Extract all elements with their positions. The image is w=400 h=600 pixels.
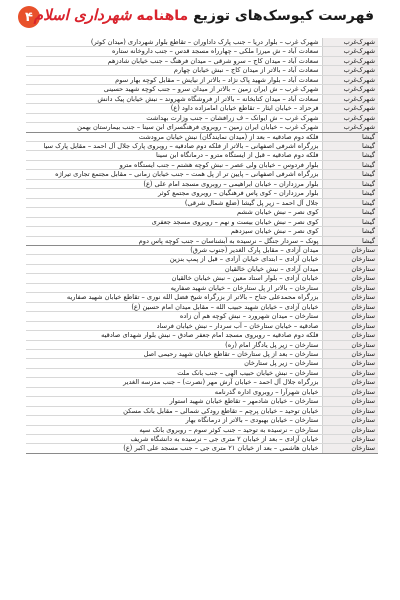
address-cell: خیابان آزادی – خیابان شهید حبیب الله – مقابل میدان امام حسین (ع) <box>26 302 322 311</box>
address-cell: ستارخان – نرسیده به توحید – جنب کوثر سوم – روبروی بانک سپه <box>26 425 322 434</box>
region-cell: ستارخان <box>322 340 378 349</box>
address-cell: سعادت آباد – ش میرزا ملکی – چهارراه مسجد قدس – جنب داروخانه ستاره <box>26 47 322 56</box>
table-row <box>26 331 378 340</box>
page-number-badge: ۴ <box>18 6 40 28</box>
region-cell: گیشا <box>322 179 378 188</box>
address-cell: بزرگراه اشرفی اصفهانی – پایین تر از پل همت – جنب خیابان زمانی – مقابل مجتمع تجاری تیراژه <box>26 170 322 179</box>
region-cell: شهرک‌غرب <box>322 56 378 65</box>
region-cell: شهرک‌غرب <box>322 47 378 56</box>
region-cell: شهرک‌غرب <box>322 113 378 122</box>
address-cell: شهرک غرب – بلوار دریا – جنب پارک داداوران – تقاطع بلوار شهرداری (میدان کوثر) <box>26 38 322 47</box>
address-cell: فلکه دوم صادقیه – روبروی مسجد امام جعفر صادق – نبش بلوار شهدای صادقیه <box>26 331 322 340</box>
region-cell: گیشا <box>322 151 378 160</box>
table-row <box>26 151 378 160</box>
kiosk-table <box>26 38 378 454</box>
region-cell: ستارخان <box>322 264 378 273</box>
kiosk-table-wrapper <box>26 38 378 454</box>
title-highlight: ماهنامه <box>136 8 189 24</box>
table-row <box>26 85 378 94</box>
header <box>0 0 400 34</box>
region-cell: شهرک‌غرب <box>322 85 378 94</box>
region-cell: گیشا <box>322 217 378 226</box>
region-cell: گیشا <box>322 132 378 141</box>
region-cell: ستارخان <box>322 416 378 425</box>
table-row <box>26 406 378 415</box>
region-cell: ستارخان <box>322 312 378 321</box>
table-row <box>26 198 378 207</box>
region-cell: گیشا <box>322 170 378 179</box>
table-row <box>26 425 378 434</box>
address-cell: فلکه دوم صادقیه – بعد از (میدان نمایندگان) نبش خیابان مرودشت <box>26 132 322 141</box>
table-row <box>26 94 378 103</box>
address-cell: شهرک غرب – خیابان ایران زمین – روبروی فرهنگسرای ابن سینا – جنب بیمارستان بهمن <box>26 123 322 132</box>
region-cell: ستارخان <box>322 331 378 340</box>
table-row <box>26 302 378 311</box>
region-cell: شهرک‌غرب <box>322 123 378 132</box>
table-row <box>26 160 378 169</box>
region-cell: ستارخان <box>322 302 378 311</box>
region-cell: ستارخان <box>322 378 378 387</box>
region-cell: گیشا <box>322 236 378 245</box>
address-cell: شهرک غرب – ش ایران زمین – بالاتر از میدان سرو – جنب کوچه شهید حسینی <box>26 85 322 94</box>
address-cell: سعادت آباد – بلوار شهید پاک نژاد – بالاتر از نیایش – مقابل کوچه بهار سوم <box>26 75 322 84</box>
magazine-logo: شهرداری اسلام <box>33 6 132 24</box>
table-row <box>26 75 378 84</box>
address-cell: صادقیه – خیابان ستارخان – آب سردار – نبش خیابان فرساد <box>26 321 322 330</box>
address-cell: شهرک غرب – ش ایوانک – ف زرافشان – جنب وزارت بهداشت <box>26 113 322 122</box>
table-row <box>26 435 378 444</box>
table-row <box>26 397 378 406</box>
address-cell: کوی نصر – نبش خیابان بیست و نهم – روبروی مسجد جعفری <box>26 217 322 226</box>
address-cell: سعادت آباد – بالاتر از میدان کاج – نبش خیابان چهارم <box>26 66 322 75</box>
table-row <box>26 349 378 358</box>
address-cell: خیابان آزادی – بلوار استاد معین – نبش خیابان خالقیان <box>26 274 322 283</box>
address-cell: بزرگراه اشرفی اصفهانی – بالاتر از فلکه دوم صادقیه – روبروی پارک جلال آل احمد – مقابل پارک سیا <box>26 141 322 150</box>
address-cell: فلکه دوم صادقیه – قبل از ایستگاه مترو – درمانگاه ابن سینا <box>26 151 322 160</box>
table-row <box>26 368 378 377</box>
table-row <box>26 104 378 113</box>
table-row <box>26 170 378 179</box>
region-cell: ستارخان <box>322 387 378 396</box>
region-cell: ستارخان <box>322 321 378 330</box>
table-row <box>26 283 378 292</box>
address-cell: ستارخان – بالاتر از پل ستارخان – خیابان شهید صفاریه <box>26 283 322 292</box>
table-row <box>26 38 378 47</box>
table-row <box>26 293 378 302</box>
address-cell: خیابان آزادی – بعد از خیابان ۲ متری جی – نرسیده به دانشگاه شریف <box>26 435 322 444</box>
table-row <box>26 47 378 56</box>
address-cell: کوی نصر – نبش خیابان ششم <box>26 208 322 217</box>
region-cell: ستارخان <box>322 274 378 283</box>
address-cell: خیابان توحید – خیابان پرچم – تقاطع رودکی شمالی – مقابل بانک مسکن <box>26 406 322 415</box>
address-cell: خیابان هاشمی – بعد از خیابان ۲۱ متری جی – جنب مسجد علی اکبر (ع) <box>26 444 322 453</box>
address-cell: جلال آل احمد – زیر پل گیشا (ضلع شمال شرقی) <box>26 198 322 207</box>
region-cell: ستارخان <box>322 245 378 254</box>
region-cell: ستارخان <box>322 397 378 406</box>
address-cell: ستارخان – بعد از پل ستارخان – تقاطع خیابان شهید رحیمی اصل <box>26 349 322 358</box>
region-cell: گیشا <box>322 198 378 207</box>
table-row <box>26 56 378 65</box>
region-cell: شهرک‌غرب <box>322 75 378 84</box>
kiosk-table-body <box>26 38 378 453</box>
address-cell: سعادت آباد – میدان کاج – سرو شرقی – میدان فرهنگ – جنب خیابان شادزهم <box>26 56 322 65</box>
region-cell: ستارخان <box>322 425 378 434</box>
table-row <box>26 132 378 141</box>
table-row <box>26 378 378 387</box>
address-cell: ستارخان – نبش خیابان حبیب الهی – جنب بانک ملت <box>26 368 322 377</box>
address-cell: بزرگراه محمدعلی جناح – بالاتر از بزرگراه شیخ فضل الله نوری – تقاطع خیابان شهید صفاریه <box>26 293 322 302</box>
address-cell: ستارخان – زیر پل یادگار امام (ره) <box>26 340 322 349</box>
table-row <box>26 179 378 188</box>
table-row <box>26 236 378 245</box>
region-cell: گیشا <box>322 227 378 236</box>
region-cell: شهرک‌غرب <box>322 66 378 75</box>
table-row <box>26 217 378 226</box>
table-row <box>26 387 378 396</box>
region-cell: گیشا <box>322 141 378 150</box>
address-cell: ستارخان – خیابان شادمهر – تقاطع خیابان شهید استوار <box>26 397 322 406</box>
table-row <box>26 245 378 254</box>
table-row <box>26 312 378 321</box>
table-row <box>26 416 378 425</box>
address-cell: سعادت آباد – میدان کتابخانه – بالاتر از فروشگاه شهروند – نبش خیابان پیک دانش <box>26 94 322 103</box>
table-row <box>26 66 378 75</box>
region-cell: گیشا <box>322 160 378 169</box>
table-row <box>26 189 378 198</box>
region-cell: ستارخان <box>322 349 378 358</box>
address-cell: میدان آزادی – نبش خیابان خالقیان <box>26 264 322 273</box>
title-prefix: فهرست کیوسک‌های توزیع <box>193 8 374 24</box>
table-row <box>26 227 378 236</box>
address-cell: کوی نصر – نبش خیابان سیزدهم <box>26 227 322 236</box>
address-cell: میدان آزادی – مقابل پارک الغدیر (جنوب شرق) <box>26 245 322 254</box>
address-cell: بلوار مرزداران – کوی پاس فرهنگیان – روبروی مجتمع کوثر <box>26 189 322 198</box>
region-cell: ستارخان <box>322 444 378 453</box>
table-row <box>26 264 378 273</box>
table-row <box>26 113 378 122</box>
region-cell: گیشا <box>322 208 378 217</box>
table-row <box>26 208 378 217</box>
table-row <box>26 359 378 368</box>
address-cell: بلوار مرزداران – خیابان ابراهیمی – روبروی مسجد امام علی (ع) <box>26 179 322 188</box>
address-cell: بزرگراه جلال آل احمد – خیابان آرش مهر (نصرت) – جنب مدرسه الغدیر <box>26 378 322 387</box>
address-cell: ستارخان – خیابان بهبودی – بالاتر از درمانگاه بهار <box>26 416 322 425</box>
address-cell: پونک – سردار جنگل – نرسیده به آبشناسان – جنب کوچه پاس دوم <box>26 236 322 245</box>
region-cell: ستارخان <box>322 368 378 377</box>
region-cell: گیشا <box>322 189 378 198</box>
region-cell: ستارخان <box>322 406 378 415</box>
address-cell: خیابان آزادی – ابتدای خیابان آزادی – قبل از پمپ بنزین <box>26 255 322 264</box>
table-row <box>26 444 378 453</box>
region-cell: ستارخان <box>322 293 378 302</box>
table-row <box>26 274 378 283</box>
page-title <box>30 6 374 24</box>
region-cell: ستارخان <box>322 283 378 292</box>
region-cell: شهرک‌غرب <box>322 38 378 47</box>
address-cell: خیابان شهرآرا – روبروی اداره گذرنامه <box>26 387 322 396</box>
table-row <box>26 321 378 330</box>
address-cell: ستارخان – میدان شهرورد – نبش کوچه هم آن زاده <box>26 312 322 321</box>
region-cell: شهرک‌غرب <box>322 104 378 113</box>
table-row <box>26 255 378 264</box>
region-cell: ستارخان <box>322 359 378 368</box>
region-cell: ستارخان <box>322 435 378 444</box>
table-row <box>26 123 378 132</box>
address-cell: ستارخان – زیر پل ستارخان <box>26 359 322 368</box>
region-cell: شهرک‌غرب <box>322 94 378 103</box>
table-row <box>26 340 378 349</box>
table-row <box>26 141 378 150</box>
address-cell: بلوار فردوس – خیابان ولی عصر – نبش کوچه هشتم – جنب ایستگاه مترو <box>26 160 322 169</box>
address-cell: فرحزاد – خیابان ایثار – تقاطع خیابان امامزاده داود (ع) <box>26 104 322 113</box>
region-cell: ستارخان <box>322 255 378 264</box>
